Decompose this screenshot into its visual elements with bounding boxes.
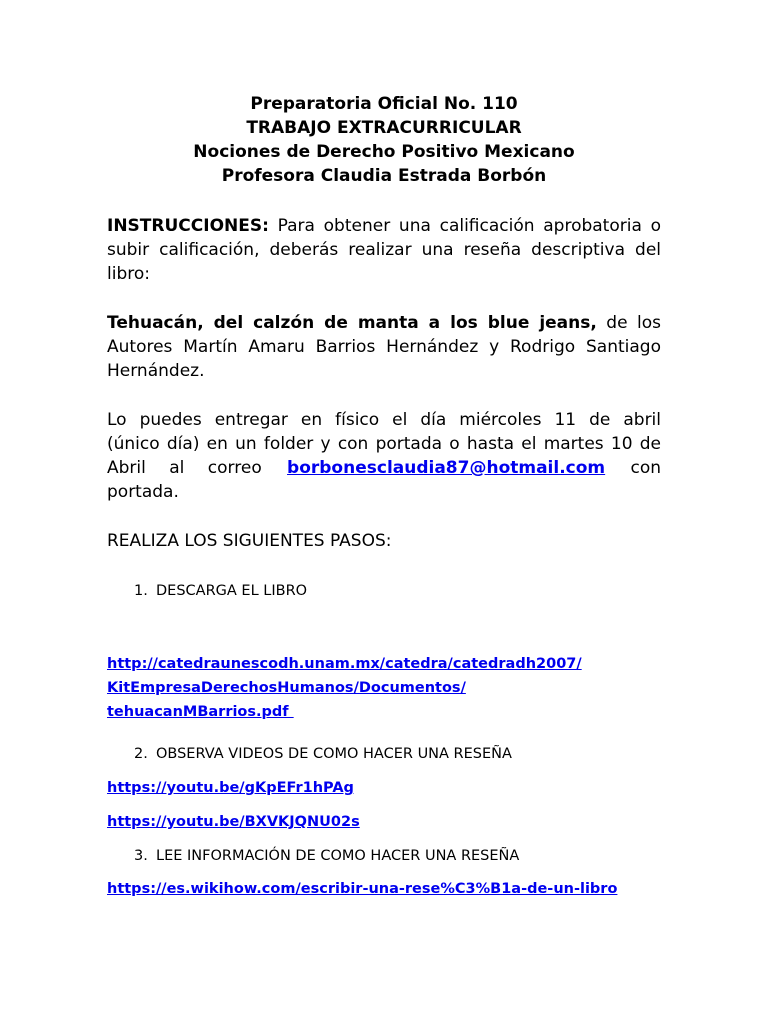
book-text-3: Hernández. [107,361,205,381]
book-paragraph [107,311,661,383]
course-name: Nociones de Derecho Positivo Mexicano [193,142,575,162]
step-1-text: DESCARGA EL LIBRO [156,583,308,599]
instructions-text-2: subir calificación, deberás realizar una reseña descriptiva del [107,240,661,260]
delivery-text-3: Abril al correo [107,458,262,478]
book-title: Tehuacán, del calzón de manta a los blue jeans, [107,313,597,333]
instructions-text-3: libro: [107,264,150,284]
step-2 [134,744,512,764]
steps-heading: REALIZA LOS SIGUIENTES PASOS: [107,531,392,551]
video-link-1[interactable]: https://youtu.be/gKpEFr1hPAg [107,780,354,796]
book-download-link-1[interactable]: http://catedraunescodh.unam.mx/catedra/catedradh2007/ [107,656,582,672]
delivery-text-4: con [630,458,661,478]
assignment-title: TRABAJO EXTRACURRICULAR [246,118,522,138]
email-link[interactable]: borbonesclaudia87@hotmail.com [287,458,606,478]
delivery-paragraph [107,408,661,504]
step-3-number: 3. [134,848,148,864]
teacher-name: Profesora Claudia Estrada Borbón [221,166,547,186]
wikihow-link[interactable]: https://es.wikihow.com/escribir-una-rese%C3%B1a-de-un-libro [107,881,618,897]
delivery-text-5: portada. [107,482,179,502]
step-3 [134,846,519,866]
step-2-number: 2. [134,746,148,762]
book-download-link-2[interactable]: KitEmpresaDerechosHumanos/Documentos/ [107,680,466,696]
instructions-text-1: Para obtener una calificación aprobatoria o [268,216,661,236]
delivery-text-2: (único día) en un folder y con portada o hasta el martes 10 de [107,434,661,454]
school-name: Preparatoria Oficial No. 110 [250,94,518,114]
step-2-text: OBSERVA VIDEOS DE COMO HACER UNA RESEÑA [156,746,512,762]
book-download-link-3[interactable]: tehuacanMBarrios.pdf [107,704,294,720]
book-text-2: Autores Martín Amaru Barrios Hernández y Rodrigo Santiago [107,337,661,357]
delivery-text-1: Lo puedes entregar en físico el día miércoles 11 de abril [107,410,661,430]
step-1-number: 1. [134,583,148,599]
step-3-text: LEE INFORMACIÓN DE COMO HACER UNA RESEÑA [156,848,520,864]
book-text-1: de los [596,313,661,333]
video-link-2[interactable]: https://youtu.be/BXVKJQNU02s [107,814,360,830]
document-header [107,92,661,188]
instructions-paragraph [107,214,661,286]
instructions-label: INSTRUCCIONES: [107,216,269,236]
step-1 [134,581,307,601]
